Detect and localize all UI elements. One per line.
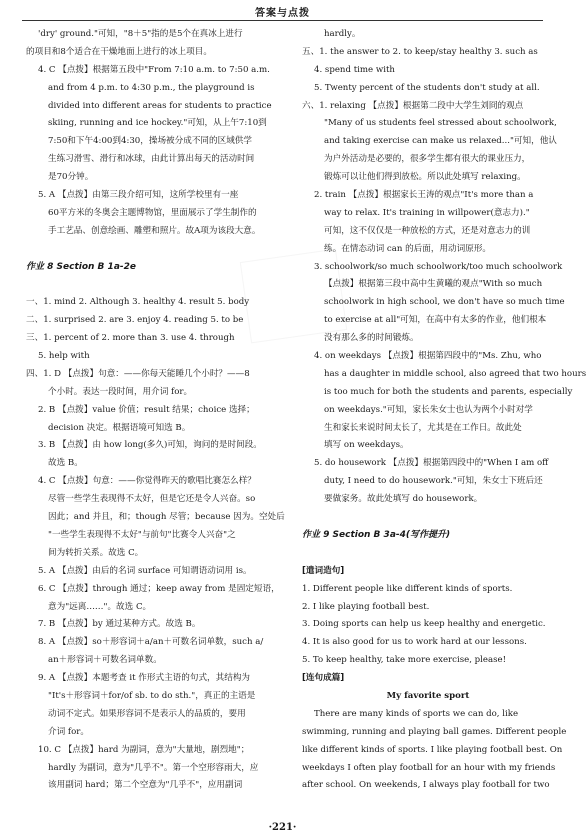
page-header: [0, 0, 565, 22]
text-line: is too much for both the students and parents, especially: [324, 386, 573, 397]
text-line: 是70分钟。: [48, 172, 94, 183]
essay-title: My favorite sport: [386, 690, 470, 701]
text-line: 4. C 【点拨】句意：——你觉得昨天的歌唱比赛怎么样？: [38, 476, 256, 487]
text-line: 三、1. percent of 2. more than 3. use 4. through: [26, 333, 235, 344]
text-line: 5. To keep healthy, take more exercise, please!: [302, 655, 507, 666]
text-line: 该用副词 hard；第二个空意为"几乎不"，应用副词: [48, 780, 243, 791]
text-line: [26, 276, 288, 294]
text-line: skiing, running and ice hockey."可知，从上午7:10到: [48, 118, 267, 129]
text-line: 锻炼可以让他们得到放松。所以此处填写 relaxing。: [324, 172, 526, 183]
text-line: hardly 为副词，意为"几乎不"。第一个空形容雨大，应: [48, 762, 259, 773]
text-line: "Many of us students feel stressed about schoolwork,: [324, 118, 557, 129]
text-line: 可知，这不仅仅是一种放松的方式，还是对意志力的训: [324, 225, 531, 236]
text-line: schoolwork in high school, we don't have so much time: [324, 297, 565, 308]
text-line: and from 4 p.m. to 4:30 p.m., the playground is: [48, 82, 255, 93]
text-line: swimming, running and playing ball games. Different people: [302, 726, 567, 737]
text-line: 5. help with: [38, 351, 90, 362]
text-line: weekdays I often play football for an hour with my friends: [302, 762, 556, 773]
text-line: 【点拨】根据第三段中高中生黄曦的观点"With so much: [324, 279, 543, 290]
text-line: 介词 for。: [48, 726, 89, 737]
text-line: like different kinds of sports. I like playing football best. On: [302, 744, 563, 755]
text-line: hardly。: [324, 29, 361, 39]
text-line: 4. spend time with: [314, 64, 395, 75]
text-line: 10. C 【点拨】hard 为副词，意为"大量地，剧烈地"；: [38, 744, 250, 755]
text-line: 3. schoolwork/so much schoolwork/too much schoolwork: [314, 261, 563, 272]
text-line: 5. do housework 【点拨】根据第四段中的"When I am off: [314, 458, 549, 469]
text-line: 8. A 【点拨】so＋形容词＋a/an＋可数名词单数，such a/: [38, 637, 264, 648]
text-line: 因此；and 并且，和；though 尽管；because 因为。空处后: [48, 512, 285, 523]
text-line: to exercise at all"可知，在高中有太多的作业，他们根本: [324, 315, 547, 326]
text-line: on weekdays."可知，家长朱女士也认为两个小时对学: [324, 404, 533, 415]
text-line: 个小时。表达一段时间，用介词 for。: [48, 386, 193, 397]
text-line: 60平方米的冬奥会主题博物馆，里面展示了学生制作的: [48, 207, 257, 218]
text-line: 练。在情态动词 can 的后面，用动词原形。: [324, 243, 492, 254]
text-line: 意为"远离……"。故选 C。: [48, 601, 152, 612]
text-line: 2. B 【点拨】value 价值；result 结果；choice 选择；: [38, 404, 255, 415]
text-line: [302, 509, 554, 527]
section-heading: 作业 9 Section B 3a-4(写作提升): [302, 529, 451, 540]
text-line: 二、1. surprised 2. are 3. enjoy 4. reading 5. to be: [26, 315, 244, 326]
text-line: 3. B 【点拨】由 how long(多久)可知，询问的是时间段。: [38, 440, 262, 451]
text-line: 间为转折关系。故选 C。: [48, 547, 144, 558]
text-line: 手工艺品、创意绘画、雕塑和照片。故A项为该段大意。: [48, 225, 261, 236]
text-line: 2. train 【点拨】根据家长王涛的观点"It's more than a: [314, 190, 534, 201]
text-line: 4. C 【点拨】根据第五段中"From 7:10 a.m. to 7:50 a.m.: [38, 64, 270, 75]
section-heading: 作业 8 Section B 1a-2e: [26, 261, 136, 272]
text-line: [26, 241, 288, 259]
text-line: has a daughter in middle school, also agreed that two hours: [324, 368, 586, 379]
text-line: "It's＋形容词＋for/of sb. to do sth."，真正的主语是: [48, 690, 256, 701]
text-line: 动词不定式。如果形容词不是表示人的品质的，要用: [48, 708, 246, 719]
text-line: 要做家务。故此处填写 do housework。: [324, 494, 483, 505]
left-column: [26, 26, 288, 795]
text-line: 3. Doing sports can help us keep healthy and energetic.: [302, 619, 546, 630]
text-line: decision 决定。根据语境可知选 B。: [48, 422, 191, 433]
text-line: after school. On weekends, I always play football for two: [302, 780, 550, 791]
text-line: 尽管一些学生表现得不太好，但是它还是令人兴奋。so: [48, 494, 256, 505]
text-line: There are many kinds of sports we can do, like: [314, 708, 519, 719]
text-line: 7:50和下午4:00到4:30，操场被分成不同的区域供学: [48, 136, 252, 147]
subsection-label: [连句成篇]: [302, 673, 345, 684]
text-line: 填写 on weekdays。: [324, 440, 409, 451]
text-line: way to relax. It's training in willpower(意志力).": [324, 207, 530, 218]
text-line: 五、1. the answer to 2. to keep/stay healthy 3. such as: [302, 46, 538, 57]
text-line: 7. B 【点拨】by 通过某种方式。故选 B。: [38, 619, 201, 630]
text-line: 9. A 【点拨】本题考查 it 作形式主语的句式，其结构为: [38, 673, 251, 684]
text-line: an＋形容词＋可数名词单数。: [48, 655, 162, 666]
text-line: 的项目和8个适合在干燥地面上进行的冰上项目。: [26, 46, 212, 57]
right-column: [302, 26, 586, 795]
page-number: ·221·: [268, 822, 297, 833]
header-rule: [22, 20, 543, 21]
text-line: 故选 B。: [48, 458, 83, 469]
text-line: 5. A 【点拨】由第三段介绍可知，这所学校里有一座: [38, 190, 239, 201]
text-line: divided into different areas for students to practice: [48, 100, 272, 111]
text-line: 5. A 【点拨】由后的名词 surface 可知谓语动词用 is。: [38, 565, 252, 576]
text-line: 没有那么多的时间锻炼。: [324, 333, 419, 344]
text-line: 四、1. D 【点拨】句意：——你每天能睡几个小时？——8: [26, 368, 250, 379]
text-line: 一、1. mind 2. Although 3. healthy 4. result 5. body: [26, 297, 250, 308]
text-line: duty, I need to do housework."可知，朱女士下班后还: [324, 476, 543, 487]
text-line: and taking exercise can make us relaxed..."可知，他认: [324, 136, 557, 147]
text-line: 4. on weekdays 【点拨】根据第四段中的"Ms. Zhu, who: [314, 351, 542, 362]
text-line: [302, 545, 554, 563]
text-line: 2. I like playing football best.: [302, 601, 430, 612]
text-line: 6. C 【点拨】through 通过；keep away from 是固定短语，: [38, 583, 280, 594]
subsection-label: [遣词造句]: [302, 565, 345, 576]
header-title: 答案与点拨: [255, 8, 310, 19]
text-line: 5. Twenty percent of the students don't study at all.: [314, 82, 540, 93]
text-line: 'dry' ground."可知，"8＋5"指的是5个在真冰上进行: [38, 29, 243, 39]
text-line: "一些学生表现得不太好"与前句"比赛令人兴奋"之: [48, 529, 236, 540]
text-line: 生练习滑雪、滑行和冰球，由此计算出每天的活动时间: [48, 154, 255, 165]
text-line: 为户外活动是必要的，很多学生都有很大的课业压力，: [324, 154, 531, 165]
text-line: 1. Different people like different kinds of sports.: [302, 583, 513, 594]
text-line: 4. It is also good for us to work hard at our lessons.: [302, 637, 527, 648]
text-line: 六、1. relaxing 【点拨】根据第二段中大学生刘冏的观点: [302, 100, 524, 111]
text-line: 生和家长来说时间太长了，尤其是在工作日。故此处: [324, 422, 522, 433]
